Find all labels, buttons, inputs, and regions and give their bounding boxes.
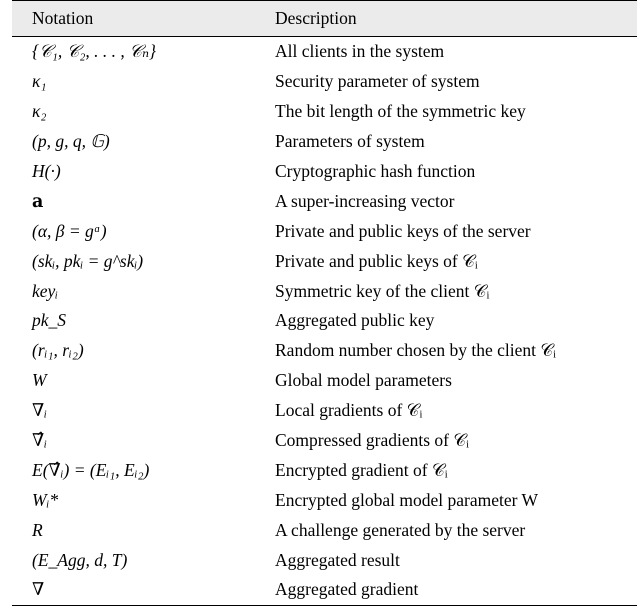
notation-cell: (rᵢ₁, rᵢ₂) [32,340,84,361]
description-cell: Parameters of system [275,131,425,152]
description-cell: Symmetric key of the client 𝒞ᵢ [275,280,490,301]
table-row [12,186,637,216]
notation-cell: E(∇̂ᵢ) = (Eᵢ₁, Eᵢ₂) [32,459,150,480]
description-cell: Random number chosen by the client 𝒞ᵢ [275,340,556,361]
description-cell: A challenge generated by the server [275,519,526,540]
header-notation: Notation [12,1,275,37]
description-cell: Aggregated result [275,549,400,570]
table-row [12,97,637,127]
notation-table-container [12,0,637,606]
table-row [12,485,637,515]
notation-cell: pk_S [32,310,67,331]
notation-cell: (α, β = gᵅ) [32,220,107,241]
table-row [12,426,637,456]
description-cell: A super-increasing vector [275,190,455,211]
table-row [12,67,637,97]
table-row [12,37,637,67]
notation-cell: 𝐚 [32,190,44,211]
table-row [12,545,637,575]
description-cell: Aggregated public key [275,310,435,331]
notation-cell: (p, g, q, 𝔾) [32,131,110,152]
table-header-row [12,1,637,37]
description-cell: Encrypted gradient of 𝒞ᵢ [275,459,448,480]
notation-cell: ∇̂ᵢ [32,430,47,451]
table-row [12,455,637,485]
table-row [12,276,637,306]
notation-cell: keyᵢ [32,280,59,301]
description-cell: The bit length of the symmetric key [275,101,526,122]
description-cell: Private and public keys of 𝒞ᵢ [275,250,478,271]
description-cell: Compressed gradients of 𝒞ᵢ [275,430,469,451]
description-cell: Global model parameters [275,370,452,391]
table-row [12,216,637,246]
notation-cell: Wᵢ* [32,489,59,510]
table-row [12,366,637,396]
table-row [12,157,637,187]
notation-cell: R [32,519,43,540]
notation-cell: ∇ [12,575,275,605]
description-cell: Private and public keys of the server [275,220,531,241]
table-row [12,127,637,157]
notation-table [12,0,637,606]
description-cell: Encrypted global model parameter W [275,489,539,510]
notation-cell: κ₁ [32,71,47,92]
description-cell: Cryptographic hash function [275,161,476,181]
table-row [12,246,637,276]
header-description: Description [275,1,637,37]
description-cell: Aggregated gradient [275,575,637,605]
table-row [12,306,637,336]
description-cell: Security parameter of system [275,71,480,92]
description-cell: All clients in the system [275,41,445,62]
notation-cell: {𝒞₁, 𝒞₂, . . . , 𝒞ₙ} [32,41,157,62]
notation-cell: ∇ᵢ [32,400,47,421]
notation-cell: κ₂ [32,101,47,122]
description-cell: Local gradients of 𝒞ᵢ [275,400,423,421]
notation-cell: W [32,370,47,391]
table-row [12,396,637,426]
notation-cell: H(·) [32,161,61,181]
table-row [12,336,637,366]
table-row [12,515,637,545]
notation-cell: (skᵢ, pkᵢ = g^skᵢ) [32,250,144,271]
table-row [12,575,637,605]
notation-cell: (E_Agg, d, T) [32,549,128,570]
